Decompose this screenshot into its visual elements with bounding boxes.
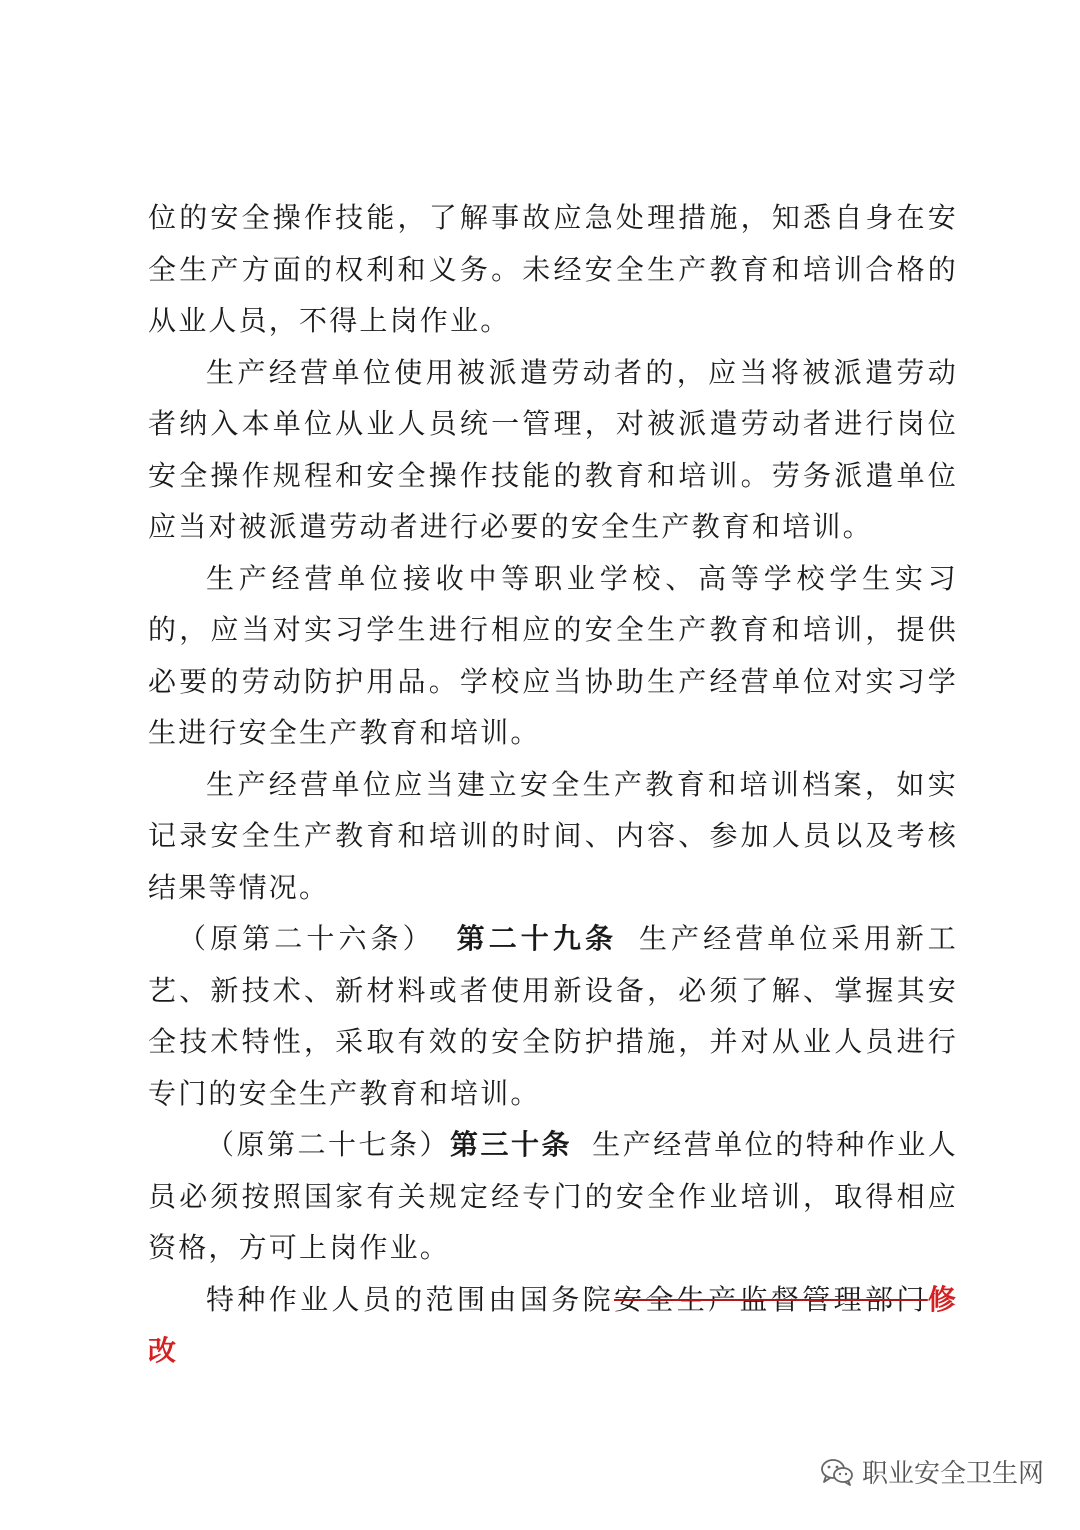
paragraph-2: 生产经营单位使用被派遣劳动者的，应当将被派遣劳动者纳入本单位从业人员统一管理，对被派遣劳动者进行岗位安全操作规程和安全操作技能的教育和培训。劳务派遣单位应当对被派遣劳动者进行必要的安全生产教育和培训。 — [148, 355, 958, 543]
article-29-original-ref: （原第二十六条） — [178, 922, 435, 955]
paragraph-1: 位的安全操作技能，了解事故应急处理措施，知悉自身在安全生产方面的权利和义务。未经安全生产教育和培训合格的从业人员，不得上岗作业。 — [148, 201, 958, 337]
article-30-text: 生产经营单位的特种作业人员必须按照国家有关规定经专门的安全作业培训，取得相应资格，方可上岗作业。 — [148, 1128, 958, 1264]
paragraph-last-prefix: 特种作业人员的范围由国务院 — [206, 1282, 614, 1316]
article-30-original-ref: （原第二十七条） — [206, 1128, 450, 1161]
article-29-title: 第二十九条 — [454, 922, 618, 955]
article-30 — [148, 1119, 958, 1274]
paragraph-4: 生产经营单位应当建立安全生产教育和培训档案，如实记录安全生产教育和培训的时间、内容、参加人员以及考核结果等情况。 — [148, 767, 958, 904]
revision-text: 修改 — [148, 1282, 958, 1367]
article-29-text: 生产经营单位采用新工艺、新技术、新材料或者使用新设备，必须了解、掌握其安全技术特性，采取有效的安全防护措施，并对从业人员进行专门的安全生产教育和培训。 — [148, 922, 958, 1110]
article-30-title: 第三十条 — [450, 1128, 572, 1161]
article-29 — [148, 913, 958, 1119]
deleted-text: 安全生产监督管理部门 — [613, 1282, 928, 1316]
paragraph-last — [148, 1274, 958, 1377]
watermark — [820, 1453, 1044, 1490]
document-body — [148, 192, 958, 1377]
wechat-icon — [820, 1457, 854, 1487]
paragraph-3: 生产经营单位接收中等职业学校、高等学校学生实习的，应当对实习学生进行相应的安全生产教育和培训，提供必要的劳动防护用品。学校应当协助生产经营单位对实习学生进行安全生产教育和培训。 — [148, 561, 958, 749]
watermark-text: 职业安全卫生网 — [861, 1459, 1044, 1489]
